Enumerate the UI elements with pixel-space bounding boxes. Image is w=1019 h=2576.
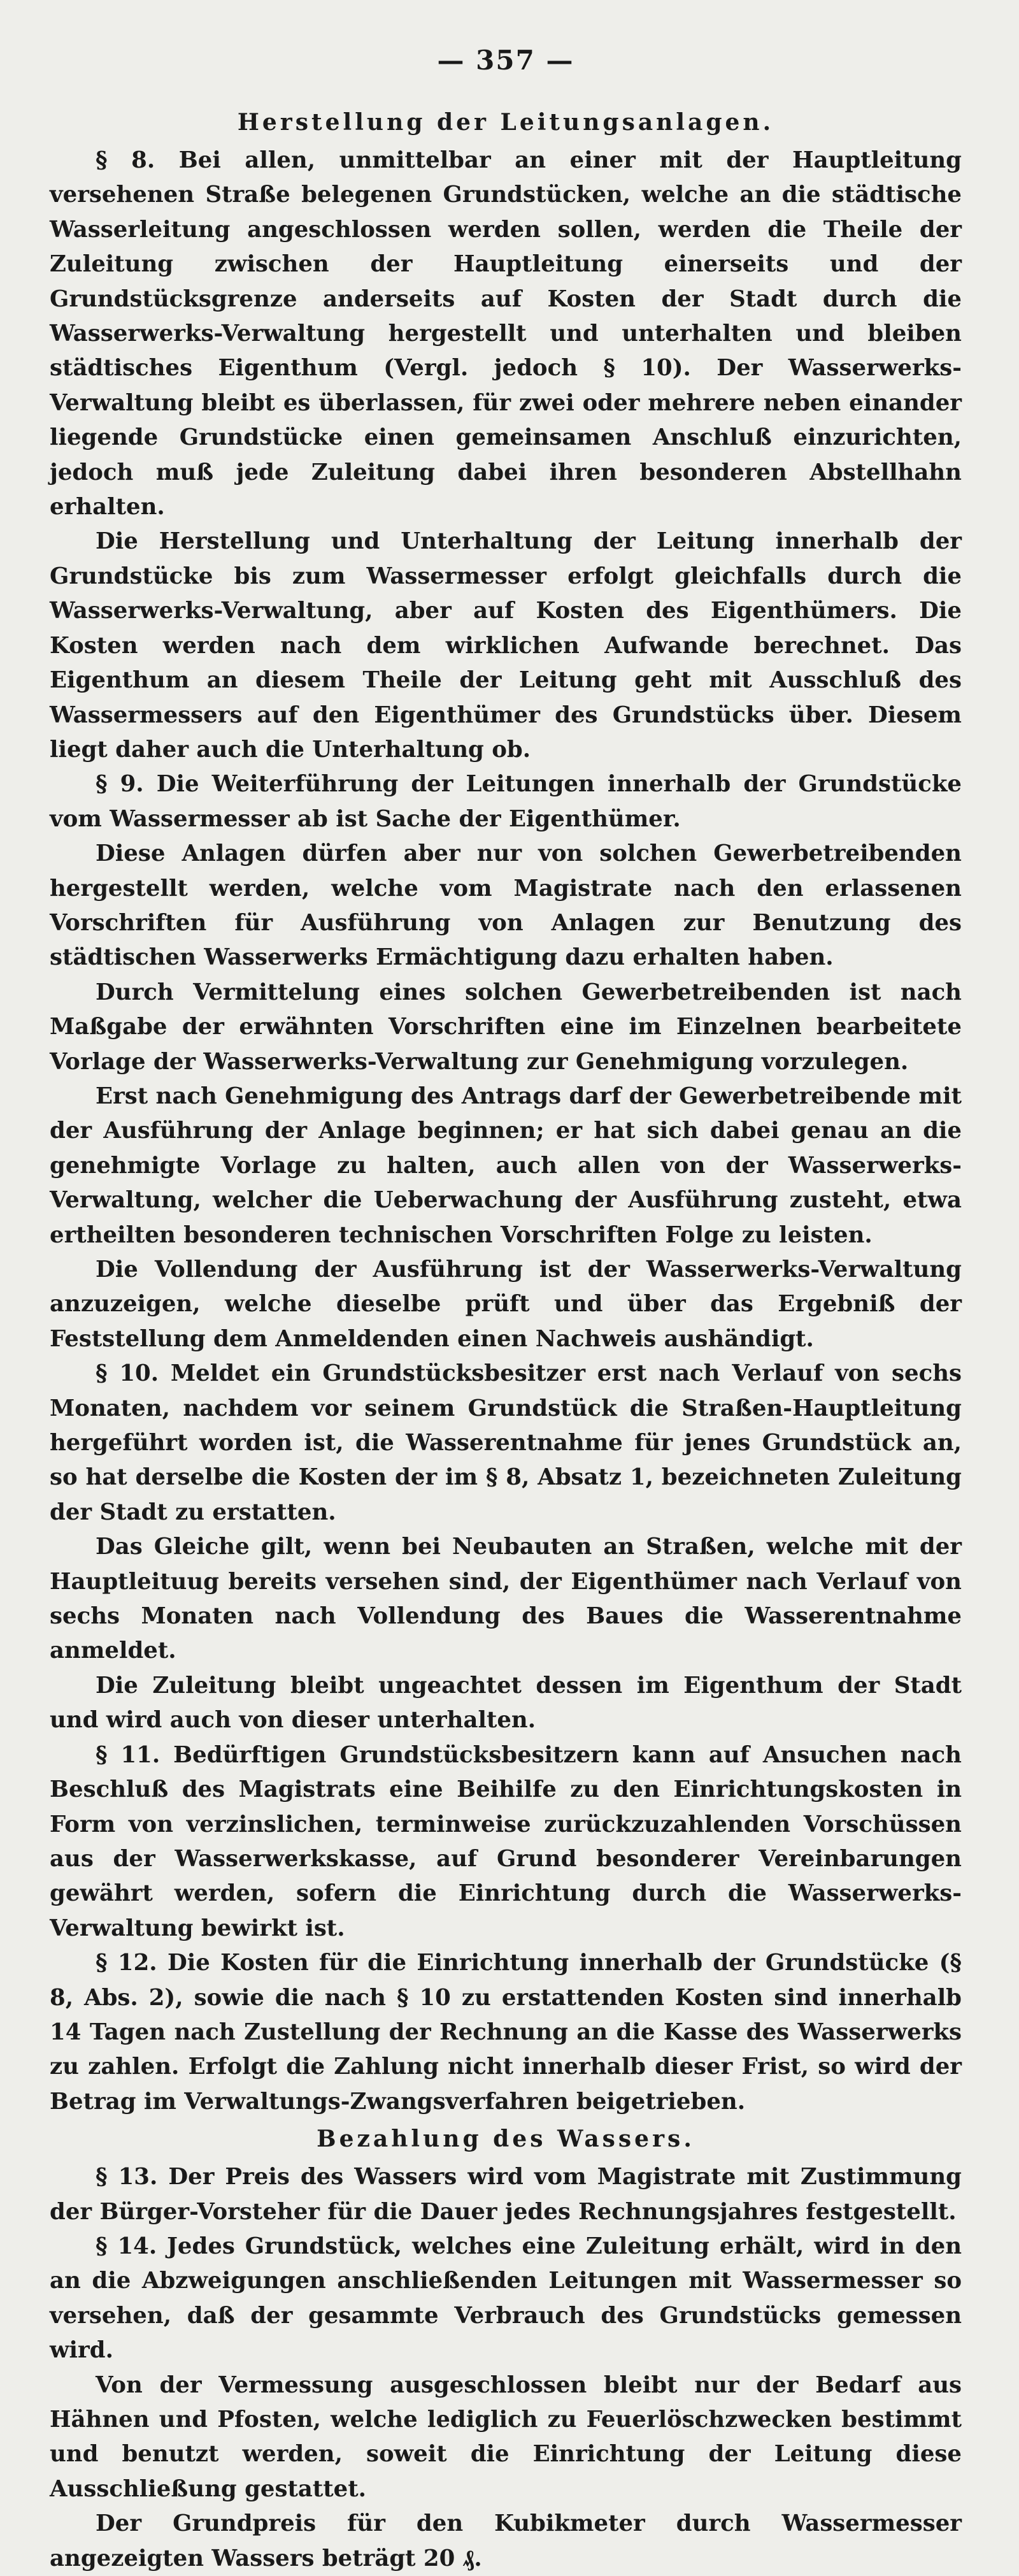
paragraph-s13: § 13. Der Preis des Wassers wird vom Magistrate mit Zustimmung der Bürger-Vorsteher für die Dauer jedes Rechnungsjahres festgestellt.: [50, 2164, 962, 2225]
paragraph-s9: § 9. Die Weiterführung der Leitungen innerhalb der Grundstücke vom Wassermesser ab ist Sache der Eigenthümer.: [50, 771, 962, 832]
paragraph-s10-neubauten: Das Gleiche gilt, wenn bei Neubauten an Straßen, welche mit der Hauptleituug bereits versehen sind, der Eigenthümer nach Verlauf von sechs Monaten nach Vollendung des Baues die Wasserentnahme anmeldet.: [50, 1534, 962, 1664]
paragraph-s11: § 11. Bedürftigen Grundstücksbesitzern kann auf Ansuchen nach Beschluß des Magistrats eine Beihilfe zu den Einrichtungskosten in Form von verzinslichen, terminweise zurückzuzahlenden Vorschüssen aus der Wasserwerkskasse, auf Grund besonderer Vereinbarungen gewährt werden, sofern die Einrichtung durch die Wasserwerks-Verwaltung bewirkt ist.: [50, 1741, 962, 1941]
section-heading-herstellung: Herstellung der Leitungsanlagen.: [237, 109, 774, 136]
paragraph-s14: § 14. Jedes Grundstück, welches eine Zuleitung erhält, wird in den an die Abzweigungen anschließenden Leitungen mit Wassermesser so versehen, daß der gesammte Verbrauch des Grundstücks gemessen wird.: [50, 2233, 962, 2364]
paragraph-s8-herstellung: Die Herstellung und Unterhaltung der Leitung innerhalb der Grundstücke bis zum Wassermesser erfolgt gleichfalls durch die Wasserwerks-Verwaltung, aber auf Kosten des Eigenthümers. Die Kosten werden nach dem wirklichen Aufwande berechnet. Das Eigenthum an diesem Theile der Leitung geht mit Ausschluß des Wassermessers auf den Eigenthümer des Grundstücks über. Diesem liegt daher auch die Unterhaltung ob.: [50, 528, 962, 763]
paragraph-s9-genehmigung: Erst nach Genehmigung des Antrags darf der Gewerbetreibende mit der Ausführung der Anlage beginnen; er hat sich dabei genau an die genehmigte Vorlage zu halten, auch allen von der Wasserwerks-Verwaltung, welcher die Ueberwachung der Ausführung zusteht, etwa ertheilten besonderen technischen Vorschriften Folge zu leisten.: [50, 1083, 962, 1248]
paragraph-s14-grundpreis: Der Grundpreis für den Kubikmeter durch Wassermesser angezeigten Wassers beträgt 20 ₰.: [50, 2510, 962, 2572]
paragraph-s12: § 12. Die Kosten für die Einrichtung innerhalb der Grundstücke (§ 8, Abs. 2), sowie die nach § 10 zu erstattenden Kosten sind innerhalb 14 Tagen nach Zustellung der Rechnung an die Kasse des Wasserwerks zu zahlen. Erfolgt die Zahlung nicht innerhalb dieser Frist, so wird der Betrag im Verwaltungs-Zwangsverfahren beigetrieben.: [50, 1950, 962, 2115]
paragraph-s9-vermittelung: Durch Vermittelung eines solchen Gewerbetreibenden ist nach Maßgabe der erwähnten Vorschriften eine im Einzelnen bearbeitete Vorlage der Wasserwerks-Verwaltung zur Genehmigung vorzulegen.: [50, 979, 962, 1075]
page-number: — 357 —: [437, 45, 574, 76]
paragraph-s14-vermessung: Von der Vermessung ausgeschlossen bleibt nur der Bedarf aus Hähnen und Pfosten, welche lediglich zu Feuerlöschzwecken bestimmt und benutzt werden, soweit die Einrichtung der Leitung diese Ausschließung gestattet.: [50, 2371, 962, 2502]
paragraph-s8: § 8. Bei allen, unmittelbar an einer mit der Hauptleitung versehenen Straße belegenen Grundstücken, welche an die städtische Wasserleitung angeschlossen werden sollen, werden die Theile der Zuleitung zwischen der Hauptleitung einerseits und der Grundstücksgrenze anderseits auf Kosten der Stadt durch die Wasserwerks-Verwaltung hergestellt und unterhalten und bleiben städtisches Eigenthum (Vergl. jedoch § 10). Der Wasserwerks-Verwaltung bleibt es überlassen, für zwei oder mehrere neben einander liegende Grundstücke einen gemeinsamen Anschluß einzurichten, jedoch muß jede Zuleitung dabei ihren besonderen Abstellhahn erhalten.: [50, 147, 962, 521]
paragraph-s9-anlagen: Diese Anlagen dürfen aber nur von solchen Gewerbetreibenden hergestellt werden, welche vom Magistrate nach den erlassenen Vorschriften für Ausführung von Anlagen zur Benutzung des städtischen Wasserwerks Ermächtigung dazu erhalten haben.: [50, 840, 962, 971]
section-heading-bezahlung: Bezahlung des Wassers.: [317, 2126, 695, 2153]
paragraph-s10: § 10. Meldet ein Grundstücksbesitzer erst nach Verlauf von sechs Monaten, nachdem vor seinem Grundstück die Straßen-Hauptleitung hergeführt worden ist, die Wasserentnahme für jenes Grundstück an, so hat derselbe die Kosten der im § 8, Absatz 1, bezeichneten Zuleitung der Stadt zu erstatten.: [50, 1360, 962, 1525]
paragraph-s9-vollendung: Die Vollendung der Ausführung ist der Wasserwerks-Verwaltung anzuzeigen, welche dieselbe prüft und über das Ergebniß der Feststellung dem Anmeldenden einen Nachweis aushändigt.: [50, 1256, 962, 1352]
paragraph-s10-zuleitung: Die Zuleitung bleibt ungeachtet dessen im Eigenthum der Stadt und wird auch von dieser unterhalten.: [50, 1672, 962, 1734]
